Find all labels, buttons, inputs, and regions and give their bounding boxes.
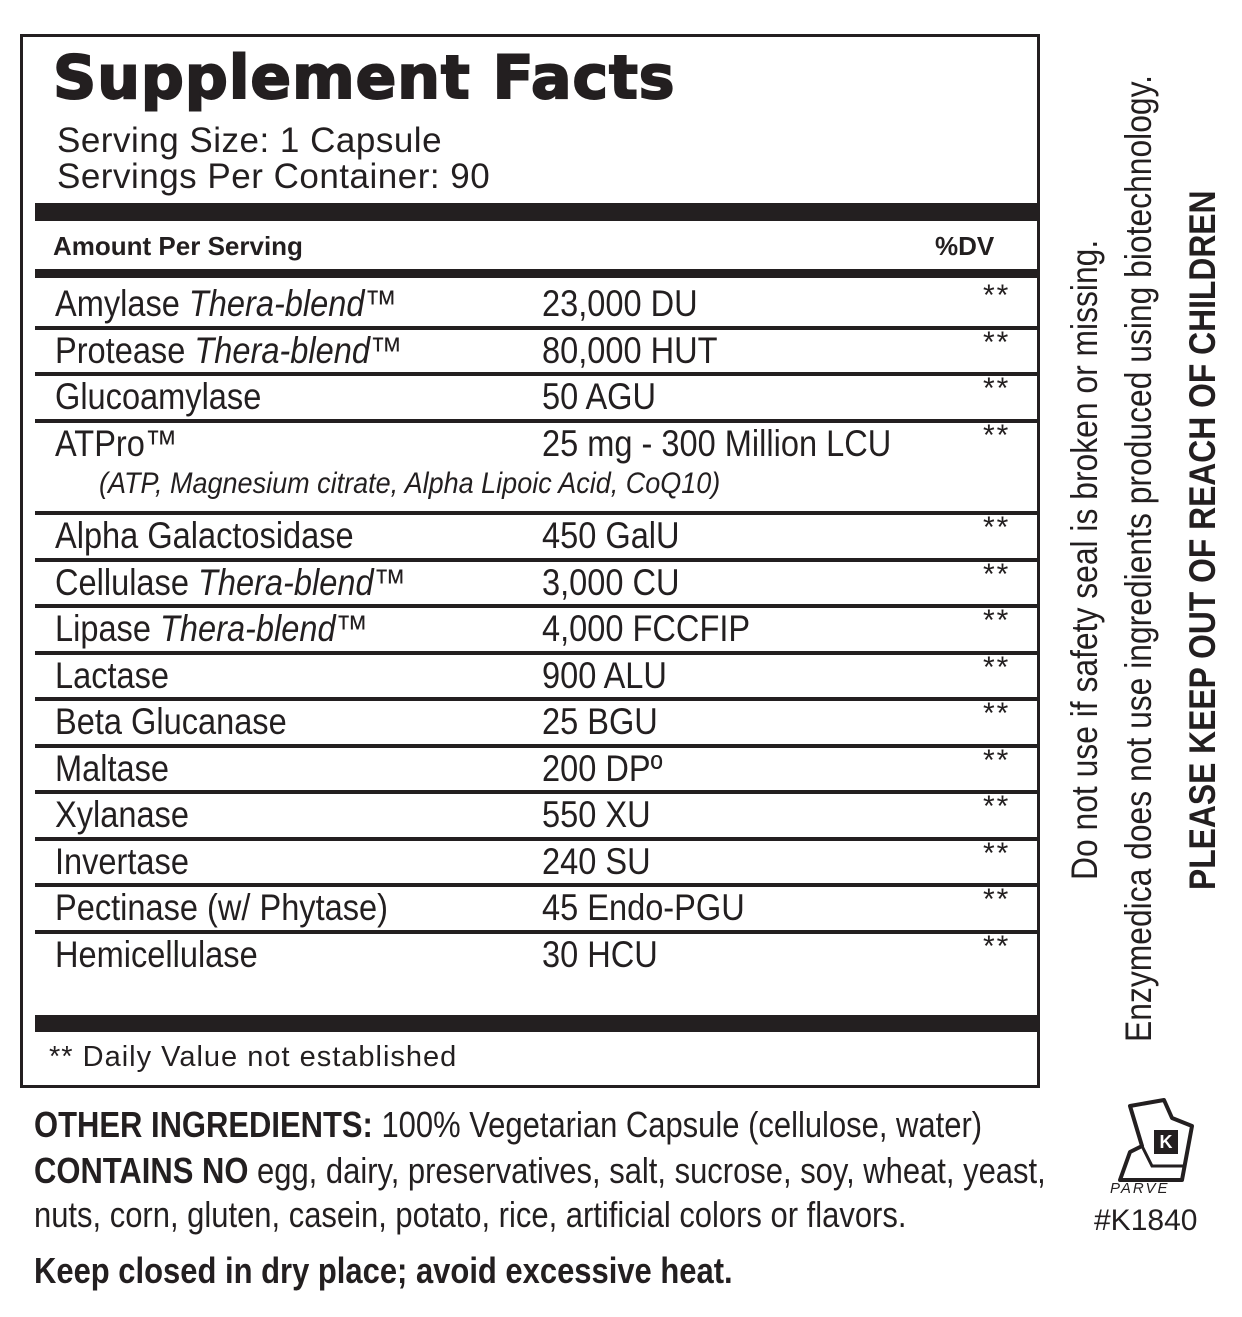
nutrient-dv: ** <box>983 697 1011 730</box>
dv-footnote: ** Daily Value not established <box>49 1041 458 1073</box>
parve-label: PARVE <box>1110 1180 1170 1197</box>
nutrient-amount: 50 AGU <box>542 376 657 417</box>
nutrient-name: Lipase Thera-blend™ <box>55 608 369 649</box>
nutrient-amount: 45 Endo-PGU <box>542 887 745 928</box>
other-ingredients <box>34 1104 982 1146</box>
nutrient-name: ATPro™ <box>55 422 178 464</box>
nutrient-dv: ** <box>983 418 1011 452</box>
nutrient-dv: ** <box>983 883 1011 916</box>
nutrient-amount: 900 ALU <box>542 654 667 696</box>
nutrient-amount: 200 DPº <box>542 747 663 789</box>
nutrient-name: Glucoamylase <box>55 376 262 417</box>
contains-no-label: CONTAINS NO <box>34 1150 249 1191</box>
nutrient-amount: 23,000 DU <box>542 283 698 324</box>
servings-per-container: Servings Per Container: 90 <box>57 157 491 196</box>
nutrient-name: Xylanase <box>55 794 189 835</box>
nutrient-dv: ** <box>983 929 1011 963</box>
amount-per-serving-header: Amount Per Serving <box>53 231 303 261</box>
nutrient-dv: ** <box>983 511 1011 544</box>
contains-no-text-1: egg, dairy, preservatives, salt, sucrose, soy, wheat, yeast, <box>248 1150 1046 1191</box>
nutrient-name: Alpha Galactosidase <box>55 515 354 556</box>
nutrient-name: Beta Glucanase <box>55 701 287 742</box>
nutrient-dv: ** <box>983 557 1011 591</box>
nutrient-dv: ** <box>983 279 1011 312</box>
bottom-thick-divider <box>35 1015 1039 1032</box>
nutrient-name: Invertase <box>55 840 189 882</box>
nutrient-amount: 25 mg - 300 Million LCU <box>542 422 892 464</box>
nutrient-amount: 25 BGU <box>542 701 658 742</box>
other-ingredients-label: OTHER INGREDIENTS: <box>34 1104 373 1145</box>
nutrient-name: Protease Thera-blend™ <box>55 329 403 371</box>
contains-no-continued: nuts, corn, gluten, casein, potato, rice, artificial colors or flavors. <box>34 1194 907 1235</box>
nutrient-dv: ** <box>983 650 1011 684</box>
nutrient-amount: 3,000 CU <box>542 561 680 603</box>
nutrient-row <box>35 790 1039 841</box>
nutrient-dv: ** <box>983 743 1011 777</box>
nutrient-row <box>35 557 1039 609</box>
nutrient-name: Lactase <box>55 654 170 696</box>
contains-no <box>34 1150 1046 1192</box>
nutrient-row <box>35 372 1039 423</box>
kosher-number: #K1840 <box>1094 1204 1198 1237</box>
nutrient-name: Pectinase (w/ Phytase) <box>55 887 388 928</box>
nutrient-note: (ATP, Magnesium citrate, Alpha Lipoic Acid, CoQ10) <box>99 467 721 500</box>
nutrient-name: Hemicellulase <box>55 933 258 975</box>
nutrient-row <box>35 325 1039 377</box>
safety-seal-warning: Do not use if safety seal is broken or missing. <box>1064 239 1105 880</box>
nutrient-amount: 240 SU <box>542 840 651 882</box>
nutrient-amount: 4,000 FCCFIP <box>542 608 751 649</box>
nutrient-row <box>35 929 1039 981</box>
panel-title: Supplement Facts <box>53 43 676 113</box>
kosher-letter: K <box>1159 1132 1173 1152</box>
nutrient-dv: ** <box>983 604 1011 637</box>
nutrient-dv: ** <box>983 325 1011 359</box>
biotechnology-statement: Enzymedica does not use ingredients produced using biotechnology. <box>1118 74 1159 1042</box>
supplement-facts-panel <box>20 34 1040 1088</box>
header-divider <box>35 269 1039 278</box>
nutrient-amount: 30 HCU <box>542 933 658 975</box>
nutrient-amount: 550 XU <box>542 794 651 835</box>
nutrient-row <box>35 743 1039 795</box>
nutrient-name: Amylase Thera-blend™ <box>55 283 398 324</box>
nutrient-amount: 450 GalU <box>542 515 680 556</box>
nutrient-dv: ** <box>983 790 1011 823</box>
nutrient-dv: ** <box>983 372 1011 405</box>
top-thick-divider <box>35 203 1039 221</box>
nutrient-row <box>35 883 1039 934</box>
storage-instruction: Keep closed in dry place; avoid excessive heat. <box>34 1250 733 1291</box>
nutrient-row <box>35 418 1039 470</box>
nutrient-row <box>35 279 1039 330</box>
nutrient-row <box>35 511 1039 562</box>
nutrient-name: Maltase <box>55 747 170 789</box>
nutrient-name: Cellulase Thera-blend™ <box>55 561 407 603</box>
nutrient-dv: ** <box>983 836 1011 870</box>
keep-out-of-reach-warning: PLEASE KEEP OUT OF REACH OF CHILDREN <box>1182 190 1223 890</box>
nutrient-row <box>35 604 1039 655</box>
nutrient-row <box>35 697 1039 748</box>
dv-header: %DV <box>935 231 995 261</box>
other-ingredients-text: 100% Vegetarian Capsule (cellulose, water) <box>372 1104 983 1145</box>
serving-size: Serving Size: 1 Capsule <box>57 121 443 160</box>
nutrient-row <box>35 836 1039 888</box>
nutrient-row <box>35 650 1039 702</box>
nutrient-amount: 80,000 HUT <box>542 329 718 371</box>
